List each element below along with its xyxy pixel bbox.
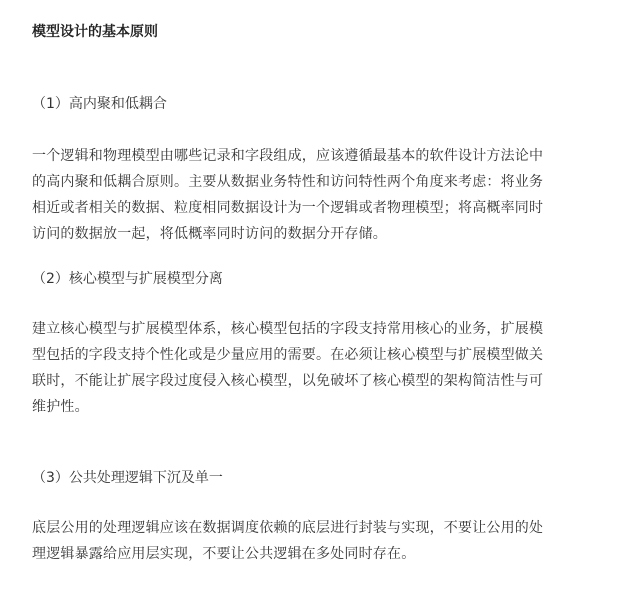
paragraph-line: 联时，不能让扩展字段过度侵入核心模型，以免破坏了核心模型的架构简洁性与可	[32, 373, 544, 389]
paragraph-line: 维护性。	[32, 399, 89, 415]
section-2-heading: （2）核心模型与扩展模型分离	[32, 271, 223, 287]
article-title: 模型设计的基本原则	[32, 24, 158, 40]
paragraph-line: 的高内聚和低耦合原则。主要从数据业务特性和访问特性两个角度来考虑：将业务	[32, 174, 544, 190]
paragraph-line: 访问的数据放一起，将低概率同时访问的数据分开存储。	[32, 226, 387, 242]
paragraph-line: 相近或者相关的数据、粒度相同数据设计为一个逻辑或者物理模型；将高概率同时	[32, 200, 544, 216]
paragraph-line: 型包括的字段支持个性化或是少量应用的需要。在必须让核心模型与扩展模型做关	[32, 347, 544, 363]
section-1-heading: （1）高内聚和低耦合	[32, 96, 167, 112]
section-2-paragraph	[32, 316, 588, 420]
paragraph-line: 理逻辑暴露给应用层实现，不要让公共逻辑在多处同时存在。	[32, 546, 416, 562]
section-3-paragraph	[32, 515, 588, 567]
paragraph-line: 一个逻辑和物理模型由哪些记录和字段组成，应该遵循最基本的软件设计方法论中	[32, 148, 544, 164]
paragraph-line: 建立核心模型与扩展模型体系，核心模型包括的字段支持常用核心的业务，扩展模	[32, 321, 544, 337]
section-3-heading: （3）公共处理逻辑下沉及单一	[32, 470, 223, 486]
paragraph-line: 底层公用的处理逻辑应该在数据调度依赖的底层进行封装与实现，不要让公用的处	[32, 520, 544, 536]
section-1-paragraph	[32, 143, 588, 247]
